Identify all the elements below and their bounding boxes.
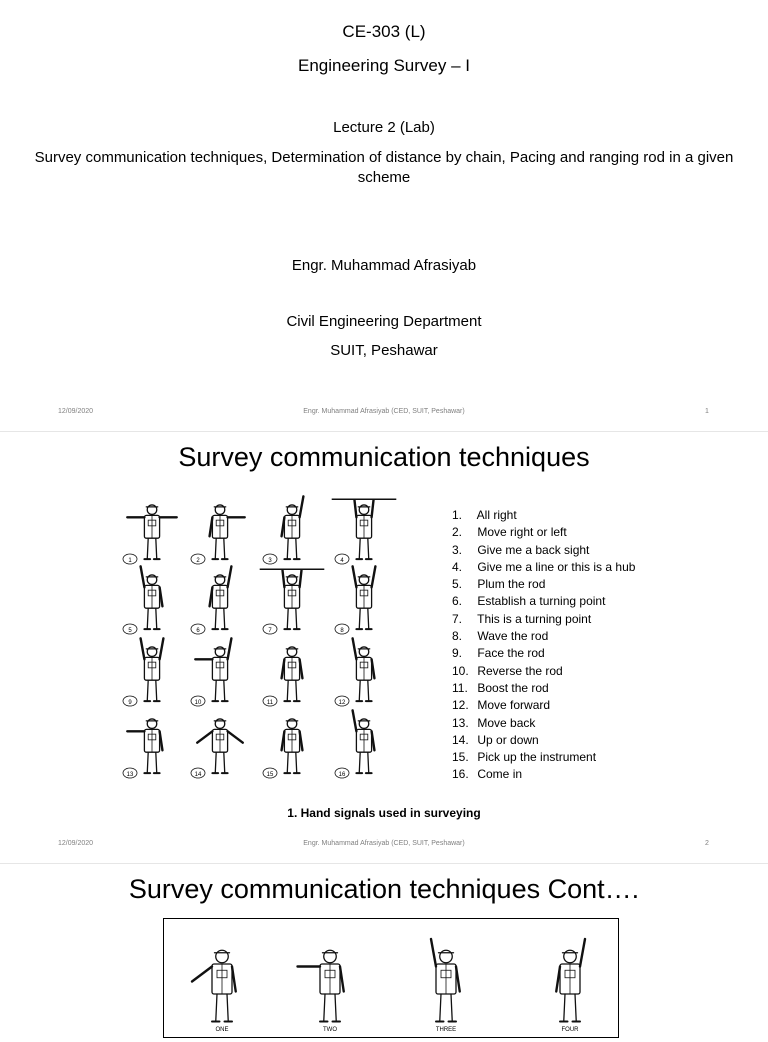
svg-text:12: 12 xyxy=(338,700,346,706)
signal-figure xyxy=(332,499,397,564)
lecture-label: Lecture 2 (Lab) xyxy=(333,119,435,136)
course-code: CE-303 (L) xyxy=(342,22,426,41)
signal-figure xyxy=(123,566,162,634)
signals-figure-frame xyxy=(163,918,619,1038)
author-name: Engr. Muhammad Afrasiyab xyxy=(291,257,477,274)
hand-signals-figure xyxy=(120,490,392,788)
svg-text:FOUR: FOUR xyxy=(561,1027,579,1033)
list-item: 1. All right xyxy=(452,508,517,522)
svg-text:1: 1 xyxy=(128,558,132,564)
course-name: Engineering Survey – I xyxy=(298,56,470,75)
count-signals-figure xyxy=(164,919,618,1037)
count-signal-figure xyxy=(431,939,460,1033)
svg-text:THREE: THREE xyxy=(435,1027,457,1033)
signal-figure xyxy=(335,638,374,706)
svg-text:10: 10 xyxy=(194,700,202,706)
list-item: 10. Reverse the rod xyxy=(452,663,563,678)
signal-figure xyxy=(191,719,243,778)
list-item: 14. Up or down xyxy=(452,732,539,747)
signal-figure xyxy=(335,566,375,634)
footer-page-number: 1 xyxy=(705,408,709,415)
signal-figure xyxy=(191,566,231,634)
svg-text:16: 16 xyxy=(338,772,346,778)
count-signal-figure xyxy=(298,950,344,1033)
signal-figure xyxy=(263,496,303,564)
figure-caption: 1. Hand signals used in surveying xyxy=(287,806,481,820)
svg-text:13: 13 xyxy=(126,772,134,778)
footer-author: Engr. Muhammad Afrasiyab (CED, SUIT, Peshawar) xyxy=(303,840,465,847)
list-item: 5. Plum the rod xyxy=(452,577,546,592)
signal-figure xyxy=(260,569,325,634)
list-item: 8. Wave the rod xyxy=(452,629,549,644)
slide-title: Survey communication techniques Cont…. xyxy=(128,874,640,904)
slide-2 xyxy=(0,432,768,864)
list-item: 13. Move back xyxy=(452,715,536,730)
footer-author: Engr. Muhammad Afrasiyab (CED, SUIT, Peshawar) xyxy=(303,408,465,415)
svg-text:2: 2 xyxy=(196,558,200,564)
signal-figure xyxy=(335,710,374,778)
svg-text:14: 14 xyxy=(194,772,202,778)
signal-figure xyxy=(123,505,177,564)
slide-title: Survey communication techniques xyxy=(178,442,590,472)
signal-figure xyxy=(191,505,245,564)
list-item: 3. Give me a back sight xyxy=(452,542,590,557)
institution-name: SUIT, Peshawar xyxy=(330,342,438,359)
list-item: 15. Pick up the instrument xyxy=(452,750,597,765)
signal-figure xyxy=(263,719,302,778)
list-item: 4. Give me a line or this is a hub xyxy=(452,559,636,574)
lecture-topic: Survey communication techniques, Determination of distance by chain, Pacing and ranging rod in a given scheme xyxy=(34,149,734,186)
signal-figure xyxy=(123,719,162,778)
signal-list xyxy=(452,507,635,784)
signal-figure xyxy=(123,638,163,706)
svg-text:5: 5 xyxy=(128,628,132,634)
signal-figure xyxy=(191,638,231,706)
svg-text:7: 7 xyxy=(268,628,272,634)
footer-page-number: 2 xyxy=(705,840,709,847)
svg-text:6: 6 xyxy=(196,628,200,634)
slide-1 xyxy=(0,0,768,432)
list-item: 6. Establish a turning point xyxy=(452,594,606,609)
department-name: Civil Engineering Department xyxy=(286,313,482,330)
svg-text:15: 15 xyxy=(266,772,274,778)
list-item: 2. Move right or left xyxy=(452,525,567,540)
list-item: 12. Move forward xyxy=(452,698,551,713)
svg-text:9: 9 xyxy=(128,700,132,706)
list-item: 7. This is a turning point xyxy=(452,611,592,626)
slide-3 xyxy=(0,864,768,1033)
svg-text:8: 8 xyxy=(340,628,344,634)
svg-text:11: 11 xyxy=(266,700,274,706)
svg-text:4: 4 xyxy=(340,558,344,564)
signal-figure xyxy=(263,647,302,706)
svg-text:3: 3 xyxy=(268,558,272,564)
list-item: 16. Come in xyxy=(452,767,523,782)
svg-text:TWO: TWO xyxy=(323,1027,337,1033)
list-item: 11. Boost the rod xyxy=(452,680,549,695)
count-signal-figure xyxy=(556,939,585,1033)
svg-text:ONE: ONE xyxy=(215,1027,229,1033)
list-item: 9. Face the rod xyxy=(452,646,545,661)
count-signal-figure xyxy=(192,950,236,1033)
footer-date: 12/09/2020 xyxy=(58,408,94,415)
footer-date: 12/09/2020 xyxy=(58,840,94,847)
